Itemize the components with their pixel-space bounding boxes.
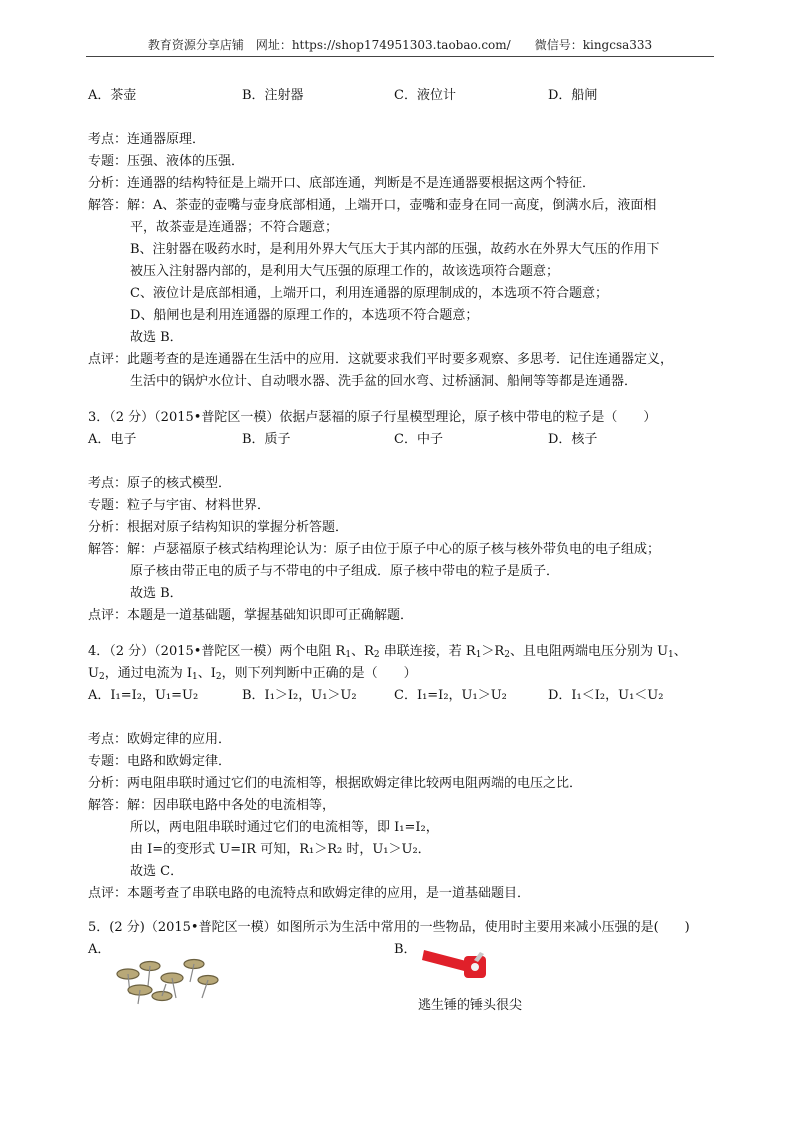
q2-jieda-line: 解答：解：A、茶壶的壶嘴与壶身底部相通，上端开口，壶嘴和壶身在同一高度，倒满水后，液面相 xyxy=(88,198,657,213)
q5-option-b-caption: 逃生锤的锤头很尖 xyxy=(418,998,523,1013)
q4-stem-line2: $U_2$，通过电流为 $I_1$、$I_2$，则下列判断中正确的是（ ） xyxy=(88,666,417,682)
q5-option-b-label: B． xyxy=(394,942,417,957)
q4-kaodian: 考点：欧姆定律的应用． xyxy=(88,732,232,747)
q2-jieda-line: 平，故茶壶是连通器；不符合题意； xyxy=(130,220,339,235)
q3-stem: 3．（2 分）（2015•普陀区一模）依据卢瑟福的原子行星模型理论，原子核中带电的粒子是（ ） xyxy=(88,410,657,425)
q2-jieda-line: B、注射器在吸药水时，是利用外界大气压大于其内部的压强，故药水在外界大气压的作用下 xyxy=(130,242,660,257)
header-divider xyxy=(86,56,714,57)
q2-fenxi: 分析：连通器的结构特征是上端开口、底部连通，判断是不是连通器要根据这两个特征． xyxy=(88,176,596,191)
q2-jieda-line: C、液位计是底部相通，上端开口，利用连通器的原理制成的，本选项不符合题意； xyxy=(130,286,608,301)
q4-jieda-line: 故选 C． xyxy=(130,864,184,879)
thumbtacks-image xyxy=(110,950,220,1006)
q4-option-d: D．I₁＜I₂，U₁＜U₂ xyxy=(548,688,664,703)
q4-jieda-line: 解答：解：因串联电路中各处的电流相等， xyxy=(88,798,336,813)
escape-hammer-image xyxy=(418,942,498,992)
q2-dianping-line: 生活中的锅炉水位计、自动喂水器、洗手盆的回水弯、过桥涵洞、船闸等等都是连通器． xyxy=(130,374,638,389)
q2-option-d: D．船闸 xyxy=(548,88,598,103)
q4-zhuanti: 专题：电路和欧姆定律． xyxy=(88,754,232,769)
q3-option-c: C．中子 xyxy=(394,432,443,447)
q2-zhuanti: 专题：压强、液体的压强． xyxy=(88,154,245,169)
q2-option-b: B．注射器 xyxy=(242,88,304,103)
q5-stem: 5．(2 分)（2015•普陀区一模）如图所示为生活中常用的一些物品，使用时主要用来减小压强的是( ) xyxy=(88,920,690,935)
q3-option-d: D．核子 xyxy=(548,432,598,447)
q3-fenxi: 分析：根据对原子结构知识的掌握分析答题． xyxy=(88,520,349,535)
q4-option-c: C．I₁=I₂，U₁＞U₂ xyxy=(394,688,507,703)
q2-jieda-line: D、船闸也是利用连通器的原理工作的，本选项不符合题意； xyxy=(130,308,479,323)
q4-jieda-line: 所以，两电阻串联时通过它们的电流相等，即 I₁=I₂， xyxy=(130,820,439,835)
q2-option-a: A．茶壶 xyxy=(88,88,137,103)
q3-jieda-line: 原子核由带正电的质子与不带电的中子组成．原子核中带电的粒子是质子． xyxy=(130,564,560,579)
q3-option-a: A．电子 xyxy=(88,432,137,447)
q3-jieda-line: 解答：解：卢瑟福原子核式结构理论认为：原子由位于原子中心的原子核与核外带负电的电子组成； xyxy=(88,542,661,557)
page-header: 教育资源分享店铺 网址：https://shop174951303.taobao.com/ 微信号：kingcsa333 xyxy=(147,38,653,52)
q4-option-a: A．I₁=I₂，U₁=U₂ xyxy=(88,688,199,703)
q2-jieda-line: 故选 B． xyxy=(130,330,183,345)
q5-option-a-label: A． xyxy=(88,942,111,957)
q4-stem-line1: 4．（2 分）（2015•普陀区一模）两个电阻 $R_1$、$R_2$ 串联连接，若 $R_1>R_2$、且电阻两端电压分别为 $U_1$、 xyxy=(88,644,687,660)
q3-kaodian: 考点：原子的核式模型． xyxy=(88,476,232,491)
q2-option-c: C．液位计 xyxy=(394,88,456,103)
q2-kaodian: 考点：连通器原理． xyxy=(88,132,206,147)
q4-fenxi: 分析：两电阻串联时通过它们的电流相等，根据欧姆定律比较两电阻两端的电压之比． xyxy=(88,776,583,791)
q2-jieda-line: 被压入注射器内部的，是利用大气压强的原理工作的，故该选项符合题意； xyxy=(130,264,560,279)
q2-dianping-line: 点评：此题考查的是连通器在生活中的应用．这就要求我们平时要多观察、多思考．记住连通器定义， xyxy=(88,352,674,367)
q3-jieda-line: 故选 B． xyxy=(130,586,183,601)
q3-option-b: B．质子 xyxy=(242,432,291,447)
q4-jieda-line: 由 I=的变形式 U=IR 可知，R₁＞R₂ 时，U₁＞U₂． xyxy=(130,842,431,857)
q3-zhuanti: 专题：粒子与宇宙、材料世界． xyxy=(88,498,271,513)
q3-dianping: 点评：本题是一道基础题，掌握基础知识即可正确解题． xyxy=(88,608,414,623)
q4-dianping: 点评：本题考查了串联电路的电流特点和欧姆定律的应用，是一道基础题目． xyxy=(88,886,531,901)
q4-option-b: B．I₁＞I₂，U₁＞U₂ xyxy=(242,688,357,703)
